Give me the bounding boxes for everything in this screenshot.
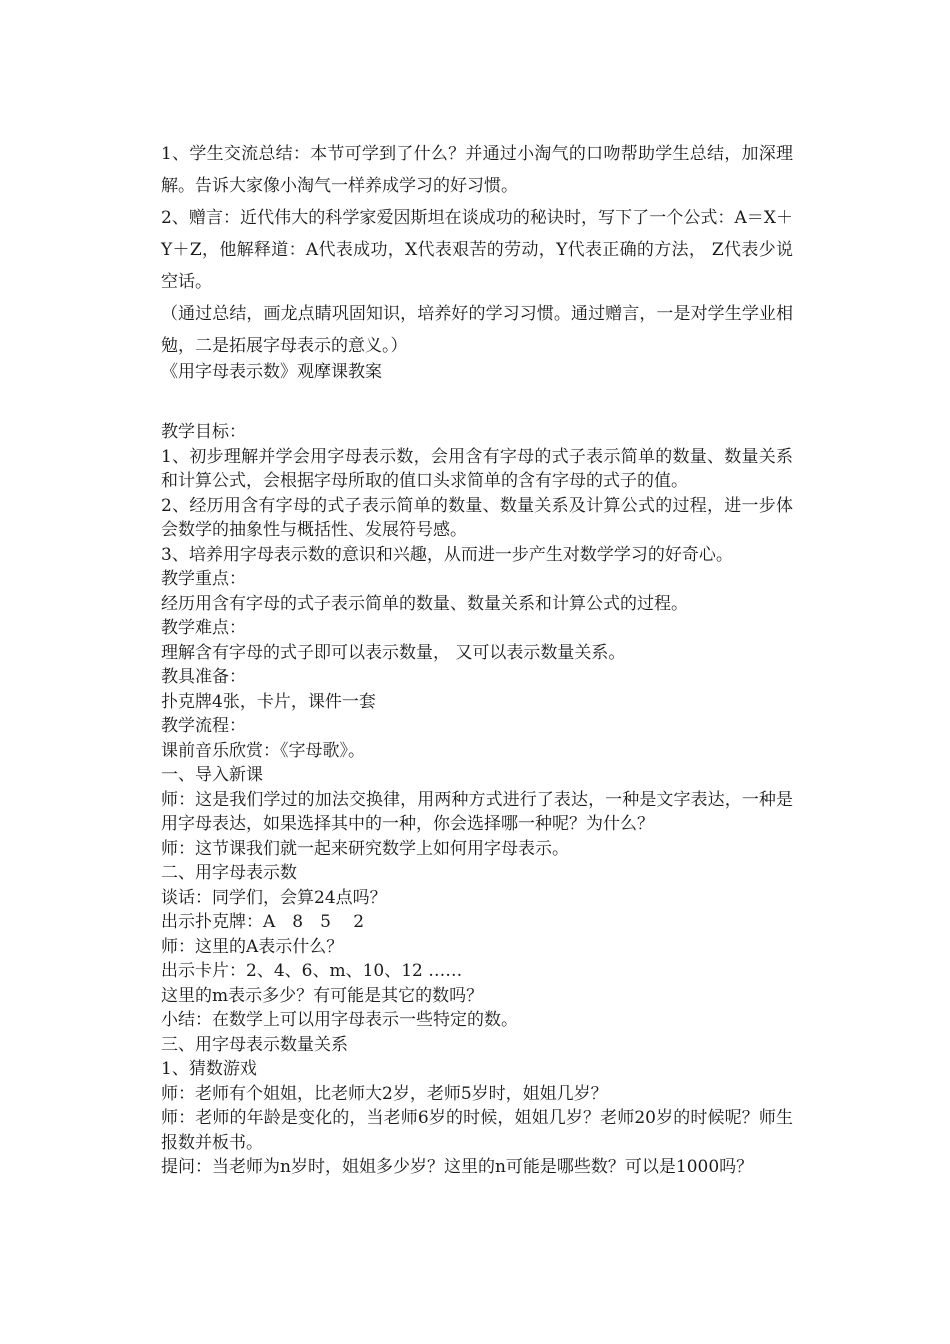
paragraph: 1、猜数游戏 (161, 1059, 257, 1079)
paragraph: 教学流程： (161, 716, 246, 736)
paragraph: 二、用字母表示数 (161, 863, 297, 883)
paragraph: 3、培养用字母表示数的意识和兴趣，从而进一步产生对数学学习的好奇心。 (161, 544, 733, 565)
paragraph: 谈话：同学们，会算24点吗？ (161, 887, 387, 908)
paragraph: 师：老师的年龄是变化的，当老师6岁的时候，姐姐几岁？老师20岁的时候呢？师生报数并板书。 (161, 1108, 793, 1153)
paragraph: 教学难点： (161, 618, 246, 638)
document-page (161, 138, 793, 1180)
paragraph: 出示卡片：2、4、6、m、10、12 …… (161, 961, 463, 981)
paragraph: 2、赠言：近代伟大的科学家爱因斯坦在谈成功的秘诀时，写下了一个公式：A＝X＋Y＋Z，他解释道：A代表成功，X代表艰苦的劳动，Y代表正确的方法， Z代表少说空话。 (161, 208, 793, 292)
paragraph: 扑克牌4张，卡片，课件一套 (161, 691, 376, 712)
paragraph: 2、经历用含有字母的式子表示简单的数量、数量关系及计算公式的过程，进一步体会数学的抽象性与概括性、发展符号感。 (161, 495, 793, 540)
paragraph: 教具准备： (161, 667, 246, 687)
summary-section (161, 138, 793, 362)
paragraph: 这里的m表示多少？有可能是其它的数吗？ (161, 985, 484, 1006)
paragraph: 课前音乐欣赏：《字母歌》。 (161, 740, 365, 761)
paragraph: 1、学生交流总结：本节可学到了什么？并通过小淘气的口吻帮助学生总结，加深理解。告诉大家像小淘气一样养成学习的好习惯。 (161, 144, 793, 196)
document-title: 《用字母表示数》观摩课教案 (161, 362, 382, 382)
paragraph: 1、初步理解并学会用字母表示数，会用含有字母的式子表示简单的数量、数量关系和计算公式，会根据字母所取的值口头求简单的含有字母的式子的值。 (161, 446, 793, 491)
paragraph: 师：这节课我们就一起来研究数学上如何用字母表示。 (161, 838, 569, 859)
paragraph: 教学重点： (161, 569, 246, 589)
paragraph: 师：这里的A表示什么？ (161, 936, 344, 957)
paragraph: 师：这是我们学过的加法交换律，用两种方式进行了表达，一种是文字表达，一种是用字母表达，如果选择其中的一种，你会选择哪一种呢？为什么？ (161, 789, 793, 834)
paragraph: 三、用字母表示数量关系 (161, 1034, 348, 1055)
paragraph: 经历用含有字母的式子表示简单的数量、数量关系和计算公式的过程。 (161, 593, 688, 614)
blank-line (161, 382, 793, 420)
lesson-plan-section (161, 420, 793, 1180)
paragraph: 教学目标： (161, 422, 246, 442)
paragraph: 师：老师有个姐姐，比老师大2岁，老师5岁时，姐姐几岁？ (161, 1083, 608, 1104)
paragraph: 理解含有字母的式子即可以表示数量， 又可以表示数量关系。 (161, 642, 626, 663)
paragraph: 小结：在数学上可以用字母表示一些特定的数。 (161, 1010, 518, 1030)
paragraph: （通过总结，画龙点睛巩固知识，培养好的学习习惯。通过赠言，一是对学生学业相勉，二是拓展字母表示的意义。） (161, 304, 793, 356)
paragraph: 一、导入新课 (161, 765, 263, 785)
paragraph: 提问：当老师为n岁时，姐姐多少岁？这里的n可能是哪些数？可以是1000吗？ (161, 1157, 754, 1177)
paragraph: 出示扑克牌：A 8 5 2 (161, 912, 365, 932)
